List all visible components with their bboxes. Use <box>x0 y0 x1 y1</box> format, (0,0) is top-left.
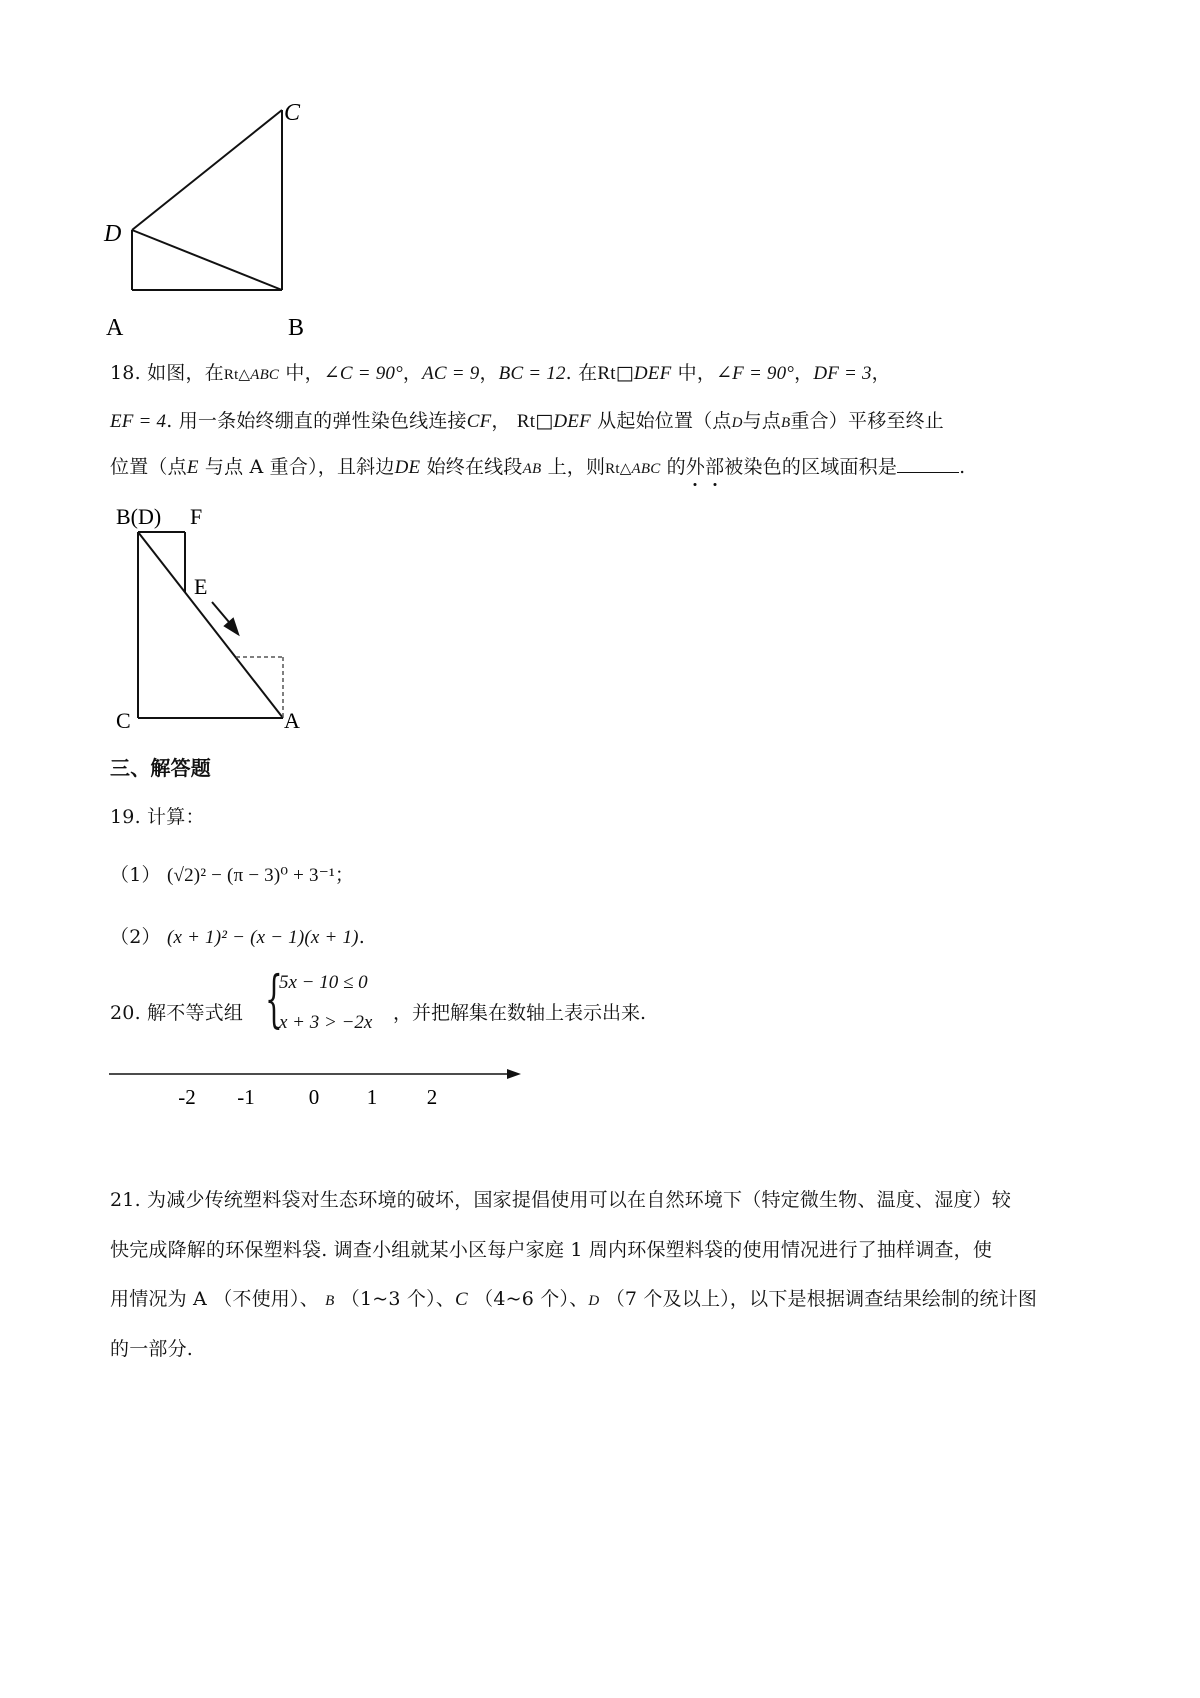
label-bd: B(D) <box>116 504 162 529</box>
text: （1~3 个）、 <box>340 1288 456 1310</box>
inequality-2: x + 3 > −2x <box>279 1012 373 1033</box>
math-d: D <box>731 415 743 431</box>
math-ef: EF = 4 <box>110 411 167 432</box>
text: . <box>959 456 966 478</box>
text: 用情况为 A （不使用）、 <box>110 1288 319 1310</box>
math-b: B <box>325 1293 335 1309</box>
math-ab: AB <box>522 461 542 477</box>
tick-2: 2 <box>426 1085 438 1109</box>
q19-title: 19. 计算： <box>110 806 205 828</box>
text: . 用一条始终绷直的弹性染色线连接 <box>166 410 467 432</box>
q20-suffix: ，并把解集在数轴上表示出来. <box>393 1002 647 1024</box>
math-rt-triangle: Rt△ <box>223 367 251 383</box>
tick-0: 0 <box>308 1085 320 1109</box>
q18-line-3 <box>110 452 965 479</box>
math-def: DEF <box>633 363 672 384</box>
text: 中， <box>677 362 717 384</box>
section-title: 三、解答题 <box>110 756 211 780</box>
label-a: A <box>106 315 124 341</box>
text: 重合）平移至终止 <box>790 410 945 432</box>
math-b: B <box>781 415 791 431</box>
math-de: DE <box>394 457 421 478</box>
math-e: E <box>186 457 199 478</box>
missing-glyph-box: □ <box>615 362 634 384</box>
math-rt-triangle: Rt△ <box>605 461 632 477</box>
q21-line-4: 的一部分. <box>110 1338 194 1360</box>
math-expression: (√2)² − (π − 3)⁰ + 3⁻¹ <box>166 865 335 886</box>
math-d: D <box>588 1293 600 1309</box>
tick-1: 1 <box>366 1085 378 1109</box>
part-number: （2） <box>110 926 161 948</box>
text: 被染色的区域面积是 <box>724 456 898 478</box>
math-c: C <box>455 1289 468 1310</box>
text: ； <box>334 864 355 886</box>
text: ， <box>794 362 814 384</box>
answer-blank <box>897 458 959 473</box>
math-def: DEF <box>553 411 591 432</box>
text: 如图，在 <box>147 362 224 384</box>
text: 从起始位置（点 <box>597 410 732 432</box>
text: 上，则 <box>547 456 606 478</box>
label-c: C <box>284 100 301 126</box>
label-e: E <box>194 574 208 599</box>
tick-neg-2: -2 <box>178 1085 196 1109</box>
math-angle-f: ∠F = 90° <box>716 363 795 384</box>
inequality-1: 5x − 10 ≤ 0 <box>279 972 368 993</box>
math-rt: Rt <box>597 363 616 384</box>
text: 与点 A 重合），且斜边 <box>204 456 395 478</box>
math-expression: (x + 1)² − (x − 1)(x + 1) <box>166 927 359 948</box>
question-number: 18. <box>110 362 141 384</box>
q20-prefix: 20. 解不等式组 <box>110 1002 244 1024</box>
q21-line-3 <box>110 1284 1037 1311</box>
q18-line-1 <box>110 358 891 385</box>
text: ， <box>491 410 511 432</box>
text: 位置（点 <box>110 456 187 478</box>
missing-glyph-box: □ <box>535 410 554 432</box>
math-bc: BC = 12 <box>498 363 566 384</box>
q18-line-2 <box>110 406 944 433</box>
math-df: DF = 3 <box>813 363 872 384</box>
tick-neg-1: -1 <box>237 1085 255 1109</box>
text: （4~6 个）、 <box>474 1288 589 1310</box>
text: . 在 <box>565 362 598 384</box>
emphasis-char: 外 <box>685 456 706 478</box>
math-cf: CF <box>466 411 492 432</box>
number-line <box>105 1060 525 1110</box>
label-b: B <box>288 315 305 341</box>
label-c: C <box>116 708 131 733</box>
math-rt: Rt <box>516 411 536 432</box>
text: 与点 <box>742 410 782 432</box>
text: 中， <box>285 362 324 384</box>
q21-line-2: 快完成降解的环保塑料袋. 调查小组就某小区每户家庭 1 周内环保塑料袋的使用情况进行了抽样调查，使 <box>110 1239 993 1261</box>
label-f: F <box>190 504 203 529</box>
text: 的 <box>666 456 686 478</box>
label-d: D <box>104 221 122 247</box>
text: ， <box>871 362 891 384</box>
brace: { <box>265 962 283 1035</box>
figure-quadrilateral-abcd <box>100 98 320 343</box>
math-ac: AC = 9 <box>422 363 480 384</box>
part-number: （1） <box>110 864 161 886</box>
math-abc: ABC <box>631 461 661 477</box>
math-abc: ABC <box>250 367 280 383</box>
label-a: A <box>284 708 300 733</box>
q19-part-1 <box>110 860 354 887</box>
text: ， <box>479 362 499 384</box>
text: . <box>358 926 365 948</box>
text: 始终在线段 <box>426 456 523 478</box>
text: ， <box>402 362 423 384</box>
q19-part-2 <box>110 922 365 949</box>
emphasis-char: 部 <box>705 456 725 478</box>
math-angle-c: ∠C = 90° <box>323 363 403 384</box>
q21-line-1: 21. 为减少传统塑料袋对生态环境的破坏，国家提倡使用可以在自然环境下（特定微生物、温度、湿度）较 <box>110 1189 1012 1211</box>
text: （7 个及以上），以下是根据调查结果绘制的统计图 <box>605 1288 1038 1310</box>
figure-sliding-triangle <box>100 500 330 740</box>
